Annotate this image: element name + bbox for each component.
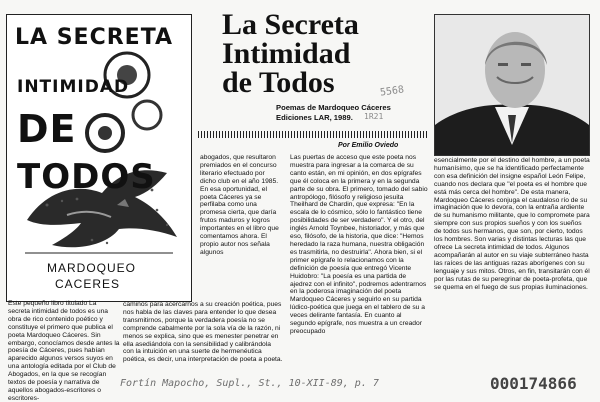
article-title bbox=[222, 10, 422, 97]
author-photo bbox=[434, 14, 590, 156]
title-line-2: Intimidad bbox=[222, 37, 351, 70]
article-column-4: esencialmente por el destino del hombre, a un poeta humanísimo, que se ha identificado perfectamente con esa definición del insigne español León Felipe, cuando nos declara que "el poeta es el hombre que está más cerca del hombre". De esta manera, Mardoqueo Cáceres conjuga el caudaloso río de su imaginación que lo devora, con la entraña ardiente de su humanismo militante, que lo compromete para siempre con sus propios sueños y con los sueños de todos sus hermanos, que son, por cierto, todos los hombres. Son varias y distintas lecturas las que ofrece La secreta intimidad de todos. Algunos acompañarán al autor en su viaje subterráneo hasta las raíces de las antiguas razas aborígenes con su lenguaje y sus mitos. Otros, en fin, transitarán con él por las rutas de su peregrinar de poeta-profeta, que se quema en el fuego de sus propias iluminaciones. bbox=[434, 157, 590, 291]
book-cover-illustration bbox=[6, 14, 192, 302]
article-column-2: abogados, que resultaron premiados en el concurso literario efectuado por dicho club en el año 1985. En esa oportunidad, el poeta Cáceres ya se perfilaba como una promesa cierta, que daría frutos maduros y logros importantes en el libro que comentamos ahora. El propio autor nos señala algunos bbox=[200, 154, 279, 256]
source-note: Fortín Mapocho, Supl., St., 10-XII-89, p. 7 bbox=[120, 378, 379, 389]
header-rule bbox=[198, 131, 428, 138]
cover-title-line1: LA SECRETA bbox=[15, 25, 174, 50]
catalog-number: 000174866 bbox=[490, 374, 577, 393]
article-column-3: Las puertas de acceso que este poeta nos muestra para ingresar a la comarca de su canto están, en mi opinión, en dos epígrafes que él coloca en la primera y en la segunda parte de su obra. El primero, tomado del sabio antropólogo, filósofo y religioso jesuita Theilhard de Chardin, que expresa: "En la escala de lo cósmico, sólo lo fantástico tiene posibilidades de ser verdadero". Y el otro, del inglés Arnold Toynbee, historiador, y más que eso, filósofo, de la historia, que dice: "Hemos heredado la raza humana, nuestra obligación es trasmitirla, no destruirla". Ahora bien, si el primer epígrafe lo relacionamos con la definición de poesía que entregó Vicente Huidobro: "La poesía es una partida de ajedrez con el infinito", podremos adentrarnos en la poderosa imaginación del poeta Mardoqueo Cáceres y seguirlo en su partida lúdico-poética que juega en el tablero de su a veces delirante fantasía. En cuanto al segundo epígrafe, nos muestra a un creador preocupado bbox=[290, 154, 428, 335]
cover-author-last: CACERES bbox=[55, 277, 121, 291]
byline: Por Emilio Oviedo bbox=[338, 142, 399, 149]
book-meta bbox=[276, 103, 426, 123]
handwritten-number: 5568 bbox=[379, 84, 405, 99]
article-column-2b: caminos para acercarnos a su creación poética, pues nos habla de las claves para entender lo que desea transmitirnos, porque la verdadera poesía no se comprende cabalmente por la sola vía de la razón, ni menos se explica, sino que es menester penetrar en ella asediándola con la sensibilidad y calibrándola con la intuición en una suerte de hermenéutica poética, es decir, una interpretación de poeta a poeta. bbox=[123, 301, 283, 364]
handwritten-code: 1R21 bbox=[364, 112, 384, 121]
cover-author-first: MARDOQUEO bbox=[47, 261, 137, 275]
cover-title-line4: TODOS bbox=[17, 157, 156, 197]
author-portrait bbox=[435, 15, 589, 155]
cover-circle-2 bbox=[133, 101, 161, 129]
cover-title-line3: DE bbox=[17, 107, 77, 151]
title-line-3: de Todos bbox=[222, 66, 335, 99]
book-subtitle: Poemas de Mardoqueo Cáceres bbox=[276, 103, 391, 112]
cover-circle-3-core bbox=[98, 126, 112, 140]
article-column-1: Este pequeño libro titulado La secreta intimidad de todos es una obra de rico contenido poético y constituye el primero que publica el poeta Mardoqueo Cáceres. Sin embargo, conocíamos desde antes la poesía de Cáceres, pues habían aparecido algunos versos suyos en una antología editada por el Club de Abogados, en la que se recogían textos de poesía y narrativa de aquellos abogados-escritores o escritores- bbox=[8, 300, 120, 402]
cover-title-line2: INTIMIDAD bbox=[17, 77, 130, 97]
book-publisher: Ediciones LAR, 1989. bbox=[276, 113, 353, 122]
title-line-1: La Secreta bbox=[222, 8, 359, 41]
